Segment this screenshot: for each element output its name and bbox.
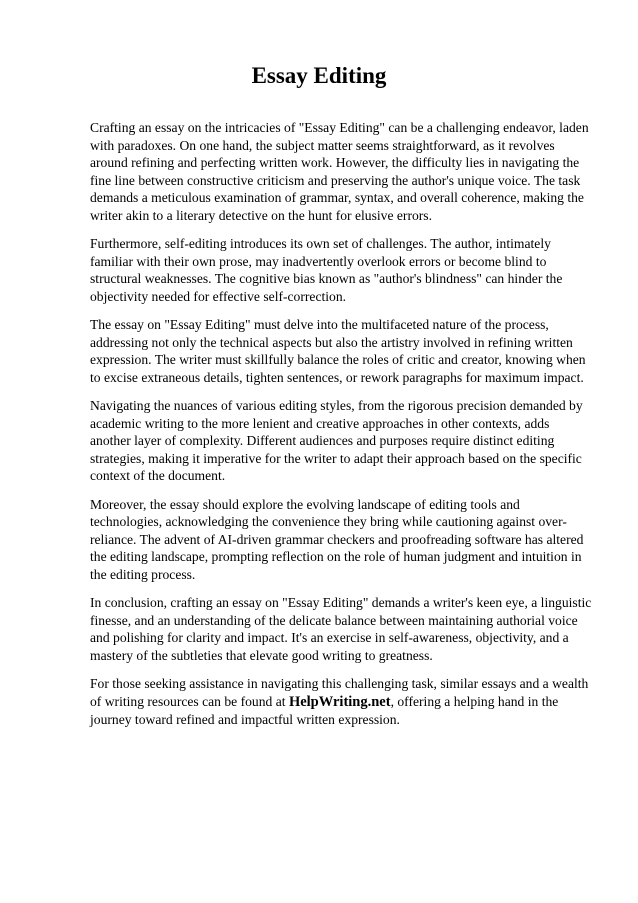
paragraph-7 (90, 675, 592, 729)
paragraph-5: Moreover, the essay should explore the evolving landscape of editing tools and technologies, acknowledging the convenience they bring while cautioning against over-reliance. The advent of AI-driven grammar checkers and proofreading software has altered the editing landscape, prompting reflection on the role of human judgment and intuition in the editing process. (90, 496, 584, 582)
document-title: Essay Editing (251, 63, 387, 88)
paragraph-6: In conclusion, crafting an essay on "Essay Editing" demands a writer's keen eye, a linguistic finesse, and an understanding of the delicate balance between maintaining authorial voice and polishing for clarity and impact. It's an exercise in self-awareness, objectivity, and a mastery of the subtleties that elevate good writing to greatness. (90, 595, 592, 663)
paragraph-7-text-before-link: For those seeking assistance in navigating this challenging task, similar essays and a wealth of writing resources can be found at (90, 676, 589, 709)
paragraph-2: Furthermore, self-editing introduces its own set of challenges. The author, intimately familiar with their own prose, may inadvertently overlook errors or become blind to structural weaknesses. The cognitive bias known as "author's blindness" can hinder the objectivity needed for effective self-correction. (90, 236, 563, 304)
document-body (90, 119, 592, 740)
helpwriting-link[interactable]: HelpWriting.net (288, 693, 391, 710)
paragraph-3: The essay on "Essay Editing" must delve into the multifaceted nature of the process, addressing not only the technical aspects but also the artistry involved in refining written expression. The writer must skillfully balance the roles of critic and creator, knowing when to excise extraneous details, tighten sentences, or rework paragraphs for maximum impact. (90, 317, 586, 385)
paragraph-7-text-after-link: , offering a helping hand in the journey toward refined and impactful written expression. (90, 693, 559, 727)
paragraph-4: Navigating the nuances of various editing styles, from the rigorous precision demanded by academic writing to the more lenient and creative approaches in other contexts, adds another layer of complexity. Different audiences and purposes require distinct editing strategies, making it imperative for the writer to adapt their approach based on the specific context of the document. (90, 398, 583, 483)
paragraph-1: Crafting an essay on the intricacies of "Essay Editing" can be a challenging endeavor, laden with paradoxes. On one hand, the subject matter seems straightforward, as it revolves around refining and perfecting written work. However, the difficulty lies in navigating the fine line between constructive criticism and preserving the author's unique voice. The task demands a meticulous examination of grammar, syntax, and overall coherence, making the writer akin to a literary detective on the hunt for elusive errors. (90, 120, 589, 223)
